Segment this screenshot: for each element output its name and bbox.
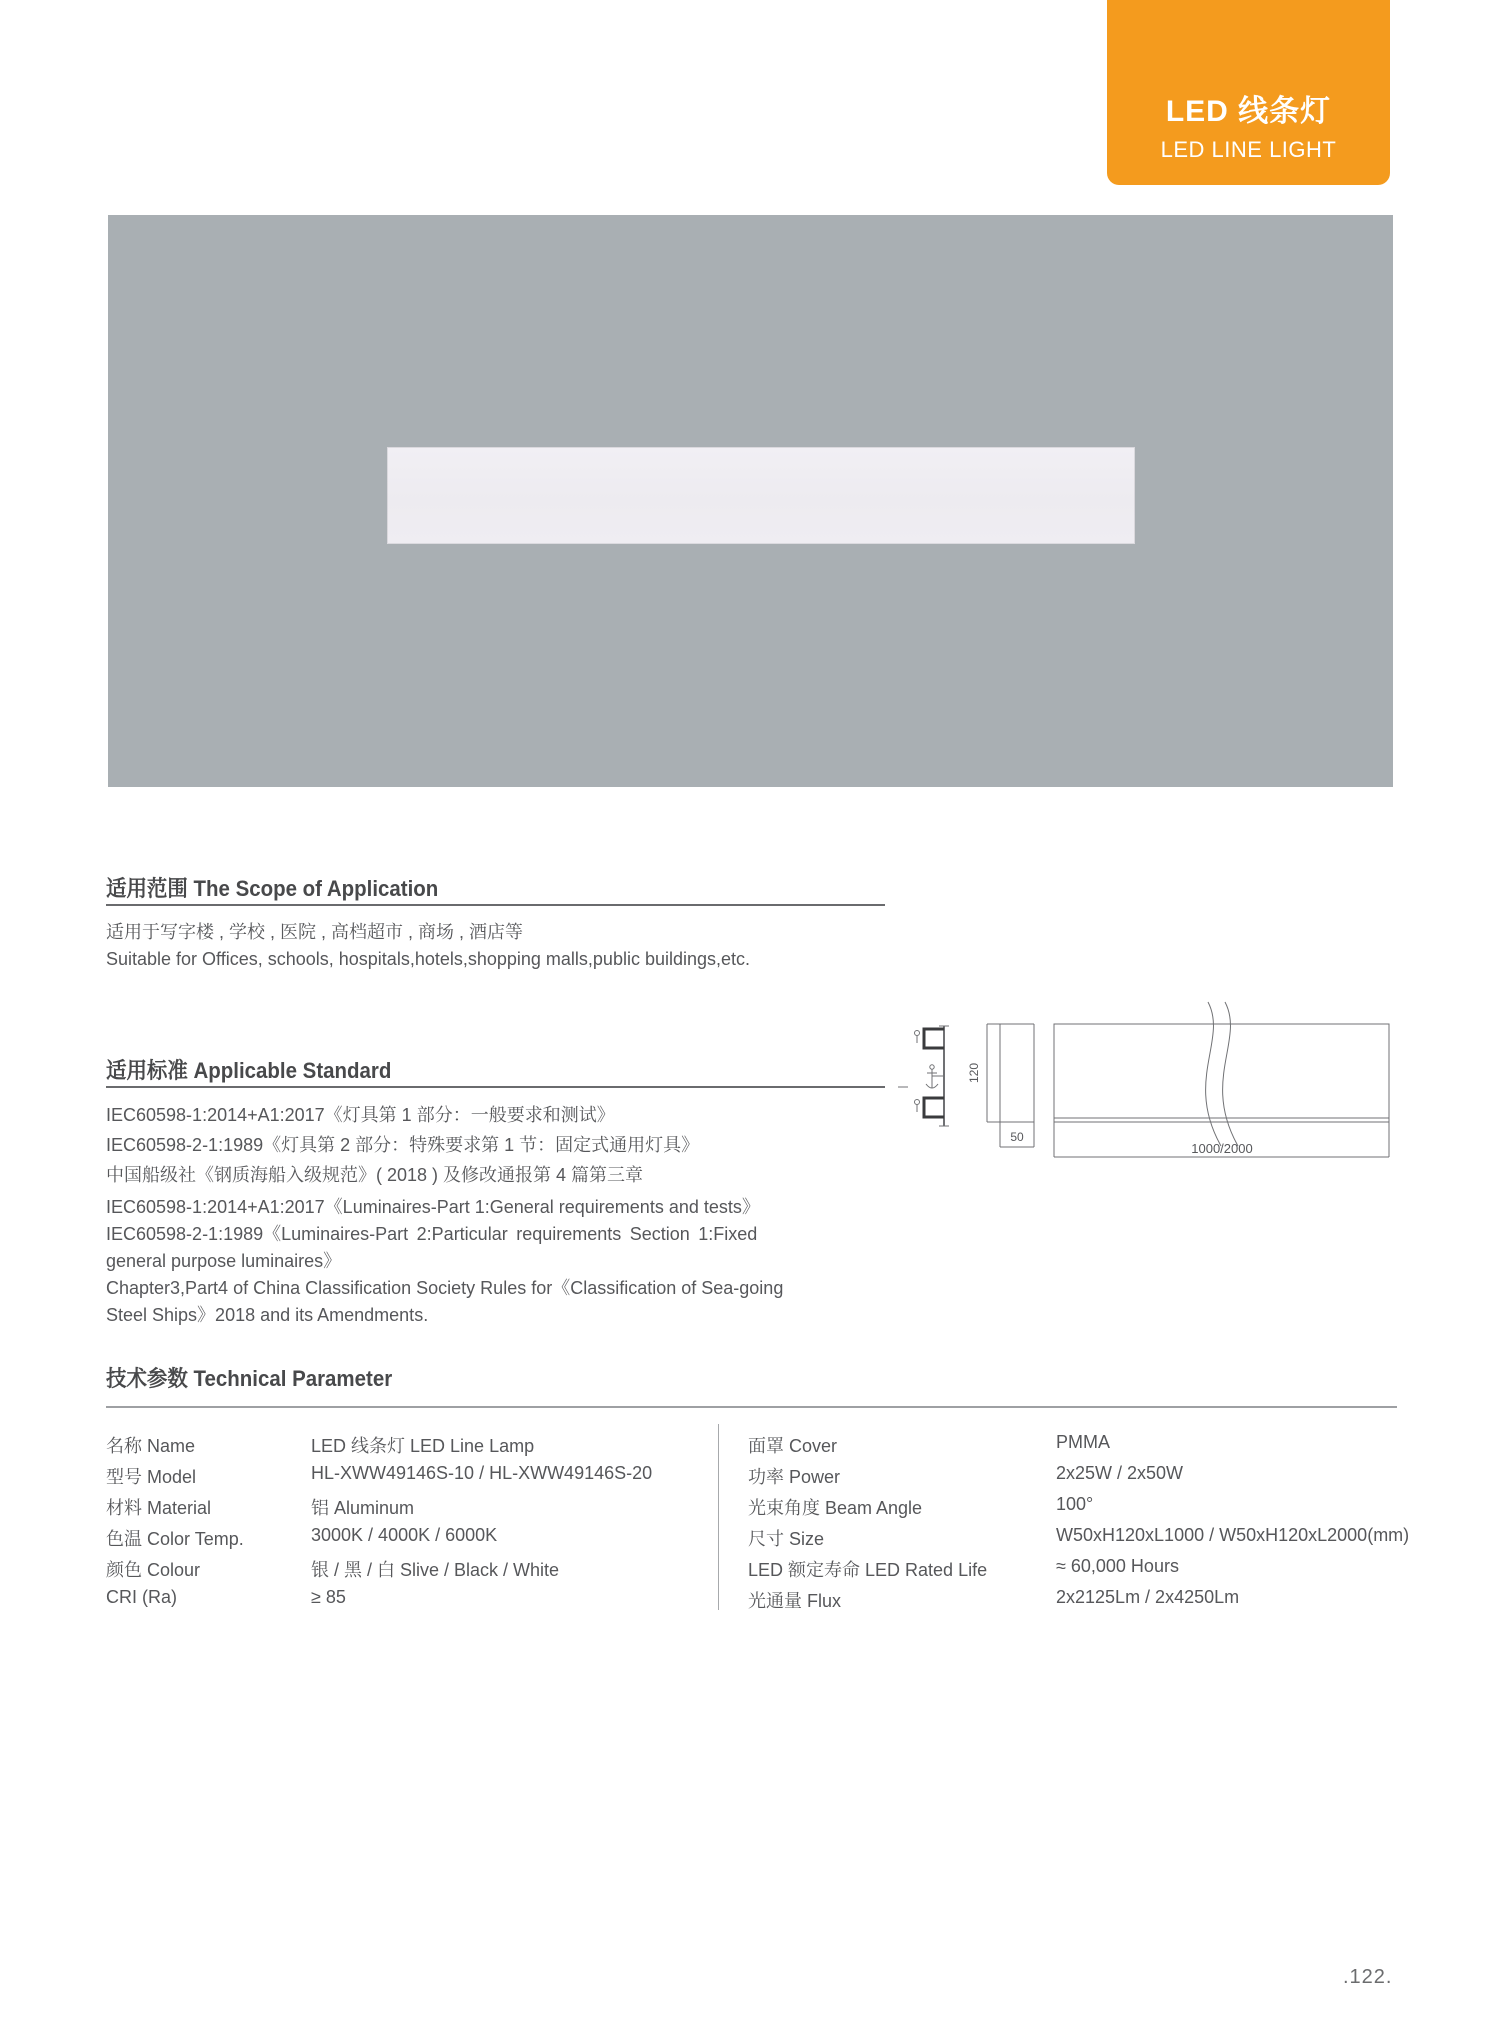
standard-heading-rule xyxy=(106,1086,885,1088)
param-label: 尺寸 Size xyxy=(748,1529,825,1549)
param-value: LED 线条灯 LED Line Lamp xyxy=(311,1436,535,1456)
dim-width-label: 50 xyxy=(1010,1130,1024,1144)
side-view xyxy=(987,1024,1034,1147)
standard-line: Chapter3,Part4 of China Classification Society Rules for《Classification of Sea-going xyxy=(106,1278,784,1298)
standard-lines-en xyxy=(106,1194,783,1329)
product-photo-lamp xyxy=(387,447,1135,544)
standard-line: IEC60598-1:2014+A1:2017《Luminaires-Part 1:General requirements and tests》 xyxy=(106,1197,760,1217)
param-label: 名称 Name xyxy=(106,1436,196,1456)
param-value: 100° xyxy=(1056,1494,1094,1514)
param-label: 颜色 Colour xyxy=(106,1560,201,1580)
scope-heading: 适用范围 The Scope of Application xyxy=(106,876,439,901)
page-number: .122. xyxy=(1343,1966,1393,1988)
standard-line: IEC60598-2-1:1989《Luminaires-Part 2:Particular requirements Section 1:Fixed xyxy=(106,1224,758,1244)
param-value: PMMA xyxy=(1056,1432,1110,1452)
parameters-column-divider xyxy=(718,1424,719,1610)
standard-line: general purpose luminaires》 xyxy=(106,1251,342,1271)
category-badge xyxy=(1107,0,1390,185)
param-label: 材料 Material xyxy=(106,1498,212,1518)
standard-line: 中国船级社《钢质海船入级规范》( 2018 ) 及修改通报第 4 篇第三章 xyxy=(106,1165,644,1185)
dim-height-label: 120 xyxy=(967,1062,981,1084)
param-label: 功率 Power xyxy=(748,1467,841,1487)
param-value: 铝 Aluminum xyxy=(311,1498,415,1518)
param-value: ≈ 60,000 Hours xyxy=(1056,1556,1179,1576)
param-value: 3000K / 4000K / 6000K xyxy=(311,1525,498,1545)
param-label: 光束角度 Beam Angle xyxy=(748,1498,923,1518)
standard-line: IEC60598-2-1:1989《灯具第 2 部分：特殊要求第 1 节：固定式通用灯具》 xyxy=(106,1135,700,1155)
standard-line: IEC60598-1:2014+A1:2017《灯具第 1 部分：一般要求和测试》 xyxy=(106,1105,615,1125)
standard-line: Steel Ships》2018 and its Amendments. xyxy=(106,1305,429,1325)
scope-heading-rule xyxy=(106,904,885,906)
badge-title: LED 线条灯 xyxy=(1165,95,1332,128)
param-label: 色温 Color Temp. xyxy=(106,1529,244,1549)
parameters-heading: 技术参数 Technical Parameter xyxy=(106,1366,393,1391)
parameters-heading-rule xyxy=(106,1406,1397,1408)
dim-length-label: 1000/2000 xyxy=(1191,1141,1253,1156)
param-label: CRI (Ra) xyxy=(106,1587,177,1607)
param-label: 面罩 Cover xyxy=(748,1436,838,1456)
scope-text-en: Suitable for Offices, schools, hospitals,hotels,shopping malls,public buildings,etc. xyxy=(106,949,751,969)
param-label: 光通量 Flux xyxy=(748,1591,842,1611)
param-label: LED 额定寿命 LED Rated Life xyxy=(748,1560,988,1580)
dimension-drawing xyxy=(890,980,1400,1165)
badge-subtitle: LED LINE LIGHT xyxy=(1160,137,1337,162)
scope-text-cn: 适用于写字楼 , 学校 , 医院 , 高档超市 , 商场 , 酒店等 xyxy=(106,922,524,942)
param-value: ≥ 85 xyxy=(311,1587,346,1607)
standard-lines-cn xyxy=(106,1100,699,1190)
param-value: HL-XWW49146S-10 / HL-XWW49146S-20 xyxy=(311,1463,653,1483)
param-value: 银 / 黑 / 白 Slive / Black / White xyxy=(311,1560,560,1580)
param-value: 2x2125Lm / 2x4250Lm xyxy=(1056,1587,1240,1607)
standard-heading: 适用标准 Applicable Standard xyxy=(106,1058,392,1083)
cross-section-profile xyxy=(915,1026,950,1126)
param-value: 2x25W / 2x50W xyxy=(1056,1463,1184,1483)
param-value: W50xH120xL1000 / W50xH120xL2000(mm) xyxy=(1056,1525,1410,1545)
param-label: 型号 Model xyxy=(106,1467,197,1487)
front-view xyxy=(1054,1002,1389,1157)
